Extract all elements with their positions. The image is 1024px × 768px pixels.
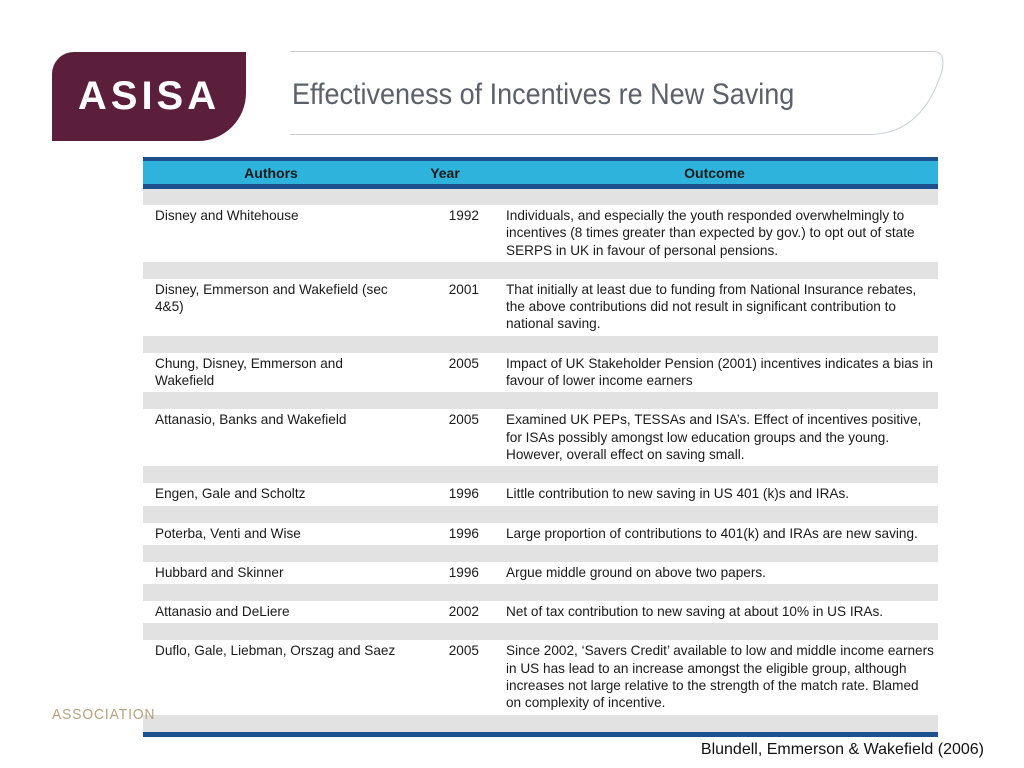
outcome-cell: Large proportion of contributions to 401(k) and IRAs are new saving. <box>506 525 918 541</box>
authors-cell: Hubbard and Skinner <box>155 564 284 580</box>
table-row <box>143 562 938 584</box>
authors-cell: Disney and Whitehouse <box>155 208 299 223</box>
table-bottom-bar <box>143 732 938 737</box>
outcome-cell: Little contribution to new saving in US 401 (k)s and IRAs. <box>506 486 850 502</box>
outcome-cell: That initially at least due to funding from National Insurance rebates, the above contributions did not result in significant contribution to national saving. <box>506 281 917 332</box>
outcome-cell: Argue middle ground on above two papers. <box>506 564 766 580</box>
row-separator <box>143 584 938 601</box>
outcome-cell: Impact of UK Stakeholder Pension (2001) incentives indicates a bias in favour of lower income earners <box>506 355 933 389</box>
year-cell: 2001 <box>448 281 479 297</box>
outcome-cell: Since 2002, ‘Savers Credit’ available to low and middle income earners in US has lead to an increase amongst the eligible group, although increases not large relative to the strength of the match rate. Blamed on complexity of incentive. <box>506 643 934 711</box>
row-separator <box>143 506 938 523</box>
table-row <box>143 601 938 623</box>
row-separator <box>143 545 938 562</box>
authors-cell: Attanasio, Banks and Wakefield <box>155 412 347 428</box>
year-cell: 2002 <box>448 604 479 620</box>
logo-text: ASISA <box>77 74 221 118</box>
outcome-cell: Net of tax contribution to new saving at about 10% in US IRAs. <box>506 604 884 620</box>
table-row <box>143 205 938 262</box>
row-separator <box>143 189 938 205</box>
asisa-logo <box>52 52 246 141</box>
year-cell: 2005 <box>448 643 479 659</box>
row-separator <box>143 262 938 279</box>
outcome-cell: Examined UK PEPs, TESSAs and ISA’s. Effect of incentives positive, for ISAs possibly amongst low education groups and the young. However, overall effect on saving small. <box>506 412 922 462</box>
table-row <box>143 523 938 545</box>
association-label: ASSOCIATION <box>52 706 156 723</box>
row-separator <box>143 466 938 483</box>
year-cell: 2005 <box>448 412 479 428</box>
header-authors: Authors <box>244 164 298 181</box>
authors-cell: Chung, Disney, Emmerson and Wakefield <box>155 355 343 389</box>
authors-cell: Attanasio and DeLiere <box>155 604 290 620</box>
table-row <box>143 640 938 714</box>
table-row <box>143 353 938 393</box>
year-cell: 1996 <box>448 564 479 580</box>
header-year: Year <box>430 164 460 181</box>
year-cell: 1992 <box>448 208 479 223</box>
row-separator <box>143 623 938 640</box>
authors-cell: Duflo, Gale, Liebman, Orszag and Saez <box>155 643 396 659</box>
row-separator <box>143 336 938 353</box>
authors-cell: Disney, Emmerson and Wakefield (sec 4&5) <box>155 281 388 315</box>
table-row <box>143 409 938 466</box>
table-body <box>143 189 938 732</box>
incentives-table <box>143 157 938 737</box>
year-cell: 1996 <box>448 525 479 541</box>
table-row <box>143 279 938 336</box>
row-separator <box>143 392 938 409</box>
year-cell: 1996 <box>448 486 479 502</box>
table-row <box>143 483 938 505</box>
row-separator <box>143 715 938 732</box>
authors-cell: Engen, Gale and Scholtz <box>155 486 306 502</box>
slide-title: Effectiveness of Incentives re New Saving <box>292 78 795 111</box>
outcome-cell: Individuals, and especially the youth responded overwhelmingly to incentives (8 times greater than expected by gov.) to opt out of state SERPS in UK in favour of personal pensions. <box>506 208 915 258</box>
year-cell: 2005 <box>448 355 479 371</box>
header-outcome: Outcome <box>684 164 745 181</box>
table-header <box>143 161 938 189</box>
citation: Blundell, Emmerson & Wakefield (2006) <box>700 741 984 758</box>
authors-cell: Poterba, Venti and Wise <box>155 525 301 541</box>
